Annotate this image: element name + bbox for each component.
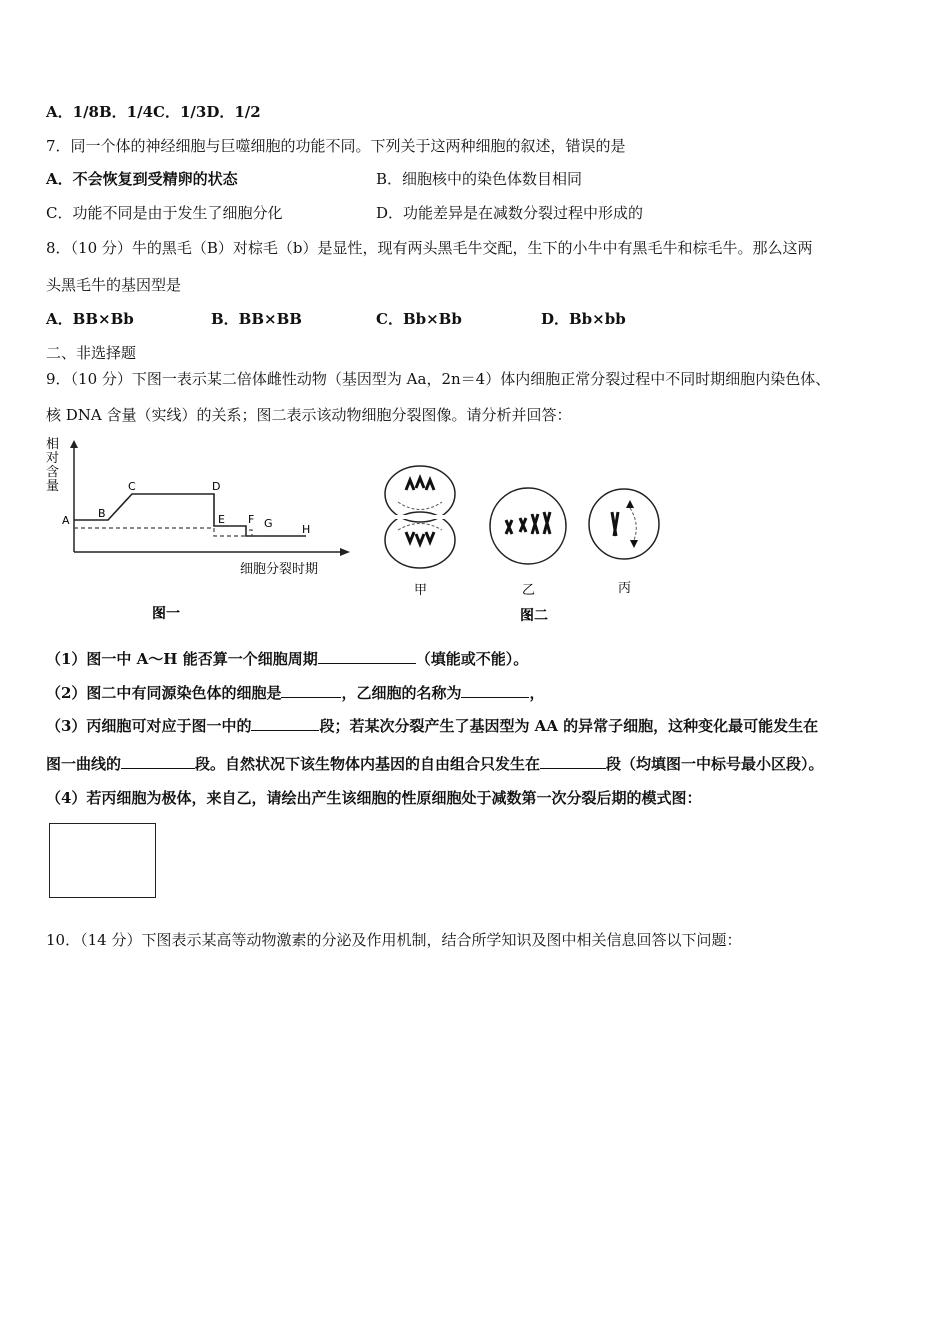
q8-option-b: B．BB×BB — [211, 310, 302, 328]
fig1-label-a: A — [62, 514, 70, 527]
q9-sub3-line1: （3）丙细胞可对应于图一中的 段；若某次分裂产生了基因型为 AA 的异常子细胞，这种变化最可能发生在 — [46, 717, 819, 735]
q9-stem-line2: 核 DNA 含量（实线）的关系；图二表示该动物细胞分裂图像。请分析并回答： — [46, 406, 572, 424]
q8-stem-line1: 8．（10 分）牛的黑毛（B）对棕毛（b）是显性，现有两头黑毛牛交配，生下的小牛中有黑毛牛和棕毛牛。那么这两 — [46, 239, 813, 257]
fig1-label-d: D — [212, 480, 221, 493]
fig1-label-c: C — [128, 480, 136, 493]
fig1-xlabel: 细胞分裂时期 — [240, 562, 319, 577]
fig1-x-arrow — [340, 548, 350, 556]
cell-jia — [385, 466, 455, 568]
fig1-caption: 图一 — [152, 606, 180, 622]
fig1-y-arrow — [70, 440, 78, 448]
drawing-answer-box[interactable] — [49, 823, 156, 898]
q7-option-d: D．功能差异是在减数分裂过程中形成的 — [376, 204, 644, 222]
q9-sub1: （1）图一中 A～H 能否算一个细胞周期 （填能或不能）。 — [46, 650, 529, 668]
q6-options: A．1/8B．1/4C．1/3D．1/2 — [46, 103, 261, 121]
cell-label-yi: 乙 — [522, 583, 536, 598]
cell-label-jia: 甲 — [414, 583, 428, 598]
figure-2-cells — [378, 462, 678, 627]
section2-title: 二、非选择题 — [46, 344, 137, 362]
fig1-label-b: B — [98, 507, 106, 520]
fig1-label-g: G — [264, 517, 273, 530]
fig1-ylabel-char: 对 — [46, 451, 60, 466]
q9-sub4: （4）若丙细胞为极体，来自乙，请绘出产生该细胞的性原细胞处于减数第一次分裂后期的模式图： — [46, 789, 702, 807]
fig1-label-e: E — [218, 513, 225, 526]
q8-stem-line2: 头黑毛牛的基因型是 — [46, 276, 182, 294]
fig1-ylabel-char: 相 — [46, 437, 60, 452]
fig1-label-f: F — [248, 513, 255, 526]
cell-bing — [589, 489, 659, 559]
cell-yi — [490, 488, 566, 564]
fig1-ylabel-char: 量 — [46, 479, 60, 494]
q8-option-a: A．BB×Bb — [46, 310, 134, 328]
q7-option-c: C．功能不同是由于发生了细胞分化 — [46, 204, 283, 222]
q8-option-c: C．Bb×Bb — [376, 310, 462, 328]
fig1-ylabel-char: 含 — [46, 465, 60, 480]
cell-label-bing: 丙 — [618, 581, 632, 596]
q9-stem-line1: 9．（10 分）下图一表示某二倍体雌性动物（基因型为 Aa，2n＝4）体内细胞正常分裂过程中不同时期细胞内染色体、 — [46, 370, 831, 388]
q9-sub3-line2: 图一曲线的 段。自然状况下该生物体内基因的自由组合只发生在 段（均填图一中标号最小区段）。 — [46, 755, 824, 773]
fig2-caption: 图二 — [520, 608, 548, 624]
q7-option-b: B．细胞核中的染色体数目相同 — [376, 170, 583, 188]
q7-stem: 7．同一个体的神经细胞与巨噬细胞的功能不同。下列关于这两种细胞的叙述，错误的是 — [46, 137, 626, 155]
q9-sub2: （2）图二中有同源染色体的细胞是 ，乙细胞的名称为 ， — [46, 684, 545, 702]
q7-option-a: A．不会恢复到受精卵的状态 — [46, 170, 238, 188]
q8-option-d: D．Bb×bb — [541, 310, 626, 328]
q10-stem: 10．（14 分）下图表示某高等动物激素的分泌及作用机制，结合所学知识及图中相关信息回答以下问题： — [46, 931, 742, 949]
fig1-label-h: H — [302, 523, 311, 536]
figure-1-graph — [40, 432, 360, 627]
fig1-chromosome-line — [74, 528, 262, 536]
